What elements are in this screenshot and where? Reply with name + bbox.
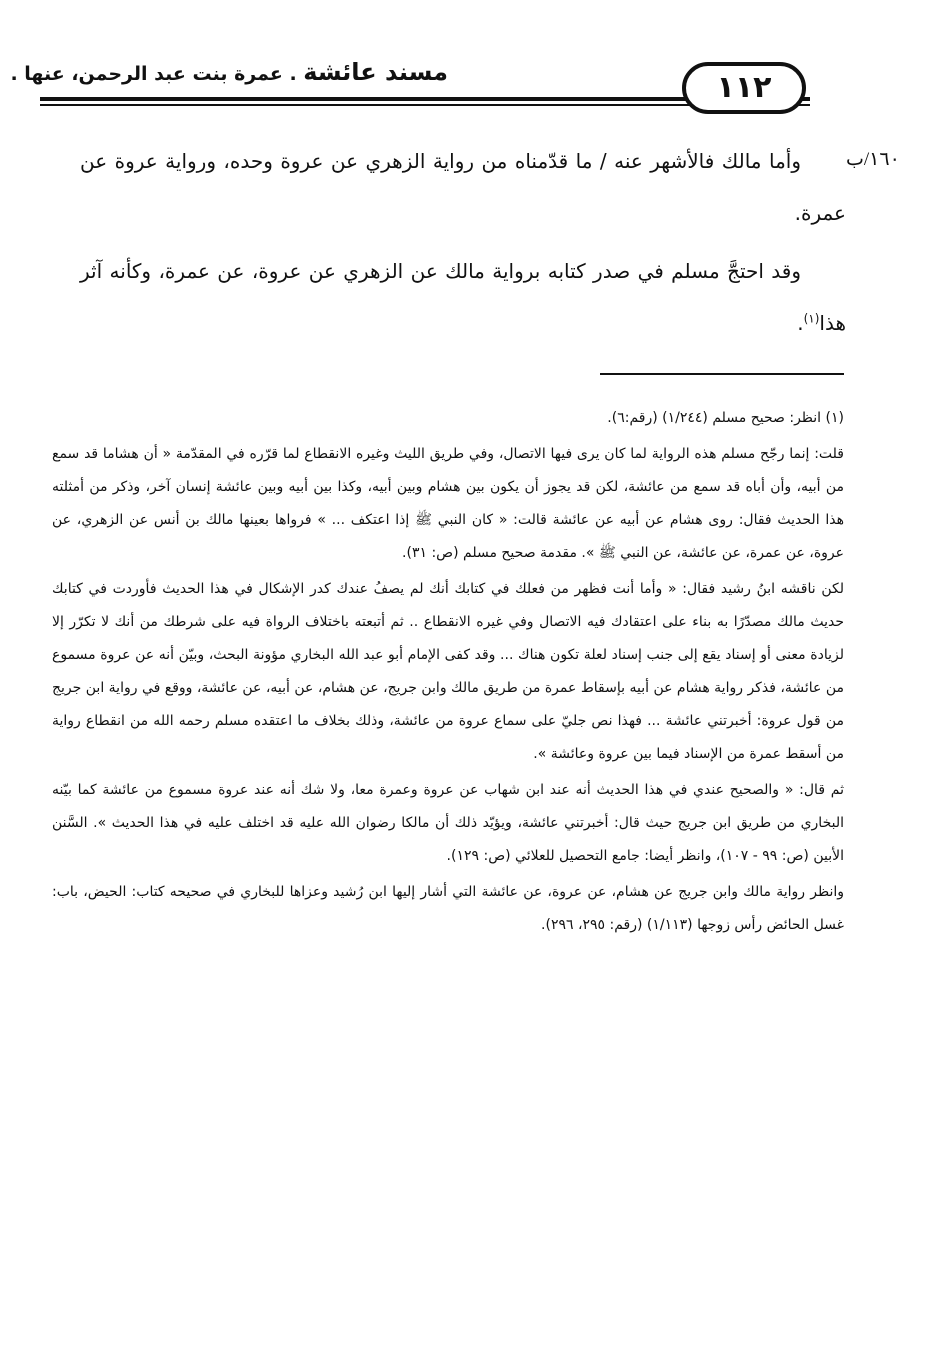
main-paragraph-2-text: وقد احتجَّ مسلم في صدر كتابه برواية مالك عن الزهري عن عروة، عن عمرة، وكأنه آثر هذا bbox=[80, 259, 846, 335]
manuscript-folio-note: ١٦٠/ب bbox=[846, 149, 900, 170]
footnote-quote-4: وانظر رواية مالك وابن جريج عن هشام، عن عروة، عن عائشة التي أشار إليها ابن رُشيد وعزاها للبخاري في صحيحه كتاب: الحيض، باب: غسل الحائض رأس زوجها (١/١١٣) (رقم: ٢٩٥، ٢٩٦). bbox=[52, 884, 844, 933]
footnote-quote-2: لكن ناقشه ابنُ رشيد فقال: « وأما أنت فظهر من فعلك في كتابك أنك لم يصفُ عندك كدر الإشكال في هذا الحديث فأوردت في كتابك حديث مالك مصدّرًا به بناء على اعتقادك فيه الاتصال وفي غيره الانقطاع .. ثم أتبعته باختلاف الرواة فيه على شرطك من أنك لا تكرّر إلا لزيادة معنى أو إسناد يقع إلى جنب إسناد لعلة تكون هناك ... وقد كفى الإمام أبو عبد الله البخاري مؤونة البحث، وبيّن أنه عن عروة مسموع من عائشة، فذكر رواية هشام عن أبيه بإسقاط عمرة من طريق مالك وابن جريج، عن هشام، عن أبيه، عن عائشة، ووقع في رواية ابن جريج من قول عروة: أخبرتني عائشة ... فهذا نص جليّ على سماع عروة من عائشة، وذلك بخلاف ما اعتقده مسلم رحمه الله من انقطاع رواية من أسقط عمرة من الإسناد فيما بين عروة وعائشة ». bbox=[52, 581, 844, 762]
footnote-quote-3: ثم قال: « والصحيح عندي في هذا الحديث أنه عند ابن شهاب عن عروة وعمرة معا، ولا شك أنه عند عروة مسموع من عائشة كما بيّنه البخاري من طريق ابن جريج حيث قال: أخبرتني عائشة، ويؤيّد ذلك أن مالكا رضوان الله عليه قد اختلف عليه في هذا الحديث ». السَّنن الأبين (ص: ٩٩ - ١٠٧)، وانظر أيضا: جامع التحصيل للعلائي (ص: ١٢٩). bbox=[52, 782, 844, 864]
footnote-separator bbox=[600, 373, 844, 375]
page-number-badge bbox=[682, 62, 806, 114]
footnotes bbox=[52, 402, 844, 942]
footnote-1: (١) انظر: صحيح مسلم (١/٢٤٤) (رقم:٦). bbox=[607, 410, 844, 426]
running-header-main: مسند عائشة bbox=[303, 58, 448, 86]
footnote-marker: (١) bbox=[803, 311, 820, 326]
running-header-sub: . عمرة بنت عبد الرحمن، عنها . bbox=[10, 63, 297, 85]
footnote-quote-1: قلت: إنما رجّح مسلم هذه الرواية لما كان يرى فيها الاتصال، وفي طريق الليث وغيره الانقطاع لما قرّره في المقدّمة « أن هشاما قد سمع من أبيه، وأن أباه قد سمع من عائشة، لكن قد يجوز أن يكون بين هشام وبين أبيه، وكذا بين أبيه وبين عائشة إنسان آخر، وذكر من أمثلته هذا الحديث فقال: روى هشام عن أبيه عن عائشة قالت: « كان النبي ﷺ إذا اعتكف ... » فرواها بعينها مالك بن أنس عن الزهري، عن عروة، عن عمرة، عن عائشة، عن النبي ﷺ ». مقدمة صحيح مسلم (ص: ٣١). bbox=[52, 446, 844, 561]
main-paragraph-2 bbox=[80, 245, 846, 349]
main-paragraph-2-end: . bbox=[797, 311, 804, 335]
main-paragraph-1: وأما مالك فالأشهر عنه / ما قدّمناه من رواية الزهري عن عروة وحده، ورواية عروة عن عمرة. bbox=[80, 149, 846, 225]
page-number: ١١٢ bbox=[716, 70, 772, 105]
running-header bbox=[10, 58, 448, 86]
